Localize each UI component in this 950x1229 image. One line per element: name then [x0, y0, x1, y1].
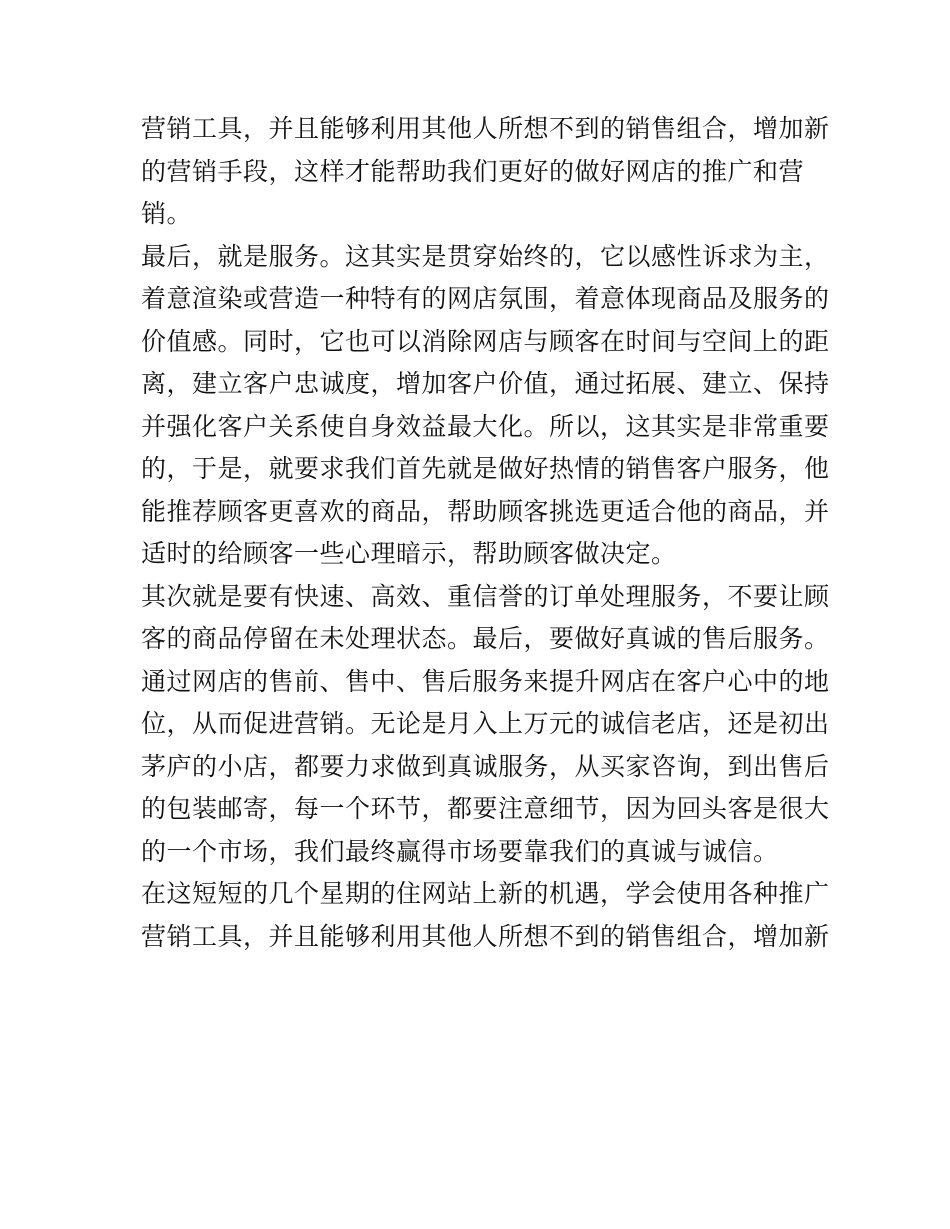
- text-line: 通过网店的售前、售中、售后服务来提升网店在客户心中的地: [141, 666, 830, 696]
- text-line: 能推荐顾客更喜欢的商品，帮助顾客挑选更适合他的商品，并: [141, 496, 830, 526]
- text-line: 着意渲染或营造一种特有的网店氛围，着意体现商品及服务的: [141, 284, 830, 313]
- text-line: 营销工具，并且能够利用其他人所想不到的销售组合，增加新: [141, 921, 830, 951]
- text-line: 茅庐的小店，都要力求做到真诚服务，从买家咨询，到出售后: [141, 751, 830, 781]
- text-line: 离，建立客户忠诚度，增加客户价值，通过拓展、建立、保持: [141, 369, 830, 398]
- text-line: 并强化客户关系使自身效益最大化。所以，这其实是非常重要: [141, 411, 830, 441]
- text-line: 的一个市场，我们最终赢得市场要靠我们的真诚与诚信。: [141, 836, 779, 866]
- text-line: 的包装邮寄，每一个环节，都要注意细节，因为回头客是很大: [141, 794, 830, 823]
- text-line: 位，从而促进营销。无论是月入上万元的诚信老店，还是初出: [141, 709, 830, 738]
- body-text: [141, 108, 830, 958]
- text-line: 价值感。同时，它也可以消除网店与顾客在时间与空间上的距: [141, 326, 830, 356]
- text-line: 在这短短的几个星期的住网站上新的机遇，学会使用各种推广: [141, 879, 830, 908]
- text-line: 客的商品停留在未处理状态。最后，要做好真诚的售后服务。: [141, 624, 830, 653]
- text-line: 营销工具，并且能够利用其他人所想不到的销售组合，增加新: [141, 114, 830, 143]
- text-line: 适时的给顾客一些心理暗示，帮助顾客做决定。: [141, 539, 677, 568]
- text-line: 的，于是，就要求我们首先就是做好热情的销售客户服务，他: [141, 454, 830, 483]
- text-line: 的营销手段，这样才能帮助我们更好的做好网店的推广和营: [141, 156, 805, 186]
- text-line: 销。: [141, 199, 193, 228]
- text-line: 最后，就是服务。这其实是贯穿始终的，它以感性诉求为主，: [141, 241, 830, 271]
- text-line: 其次就是要有快速、高效、重信誉的订单处理服务，不要让顾: [141, 581, 830, 611]
